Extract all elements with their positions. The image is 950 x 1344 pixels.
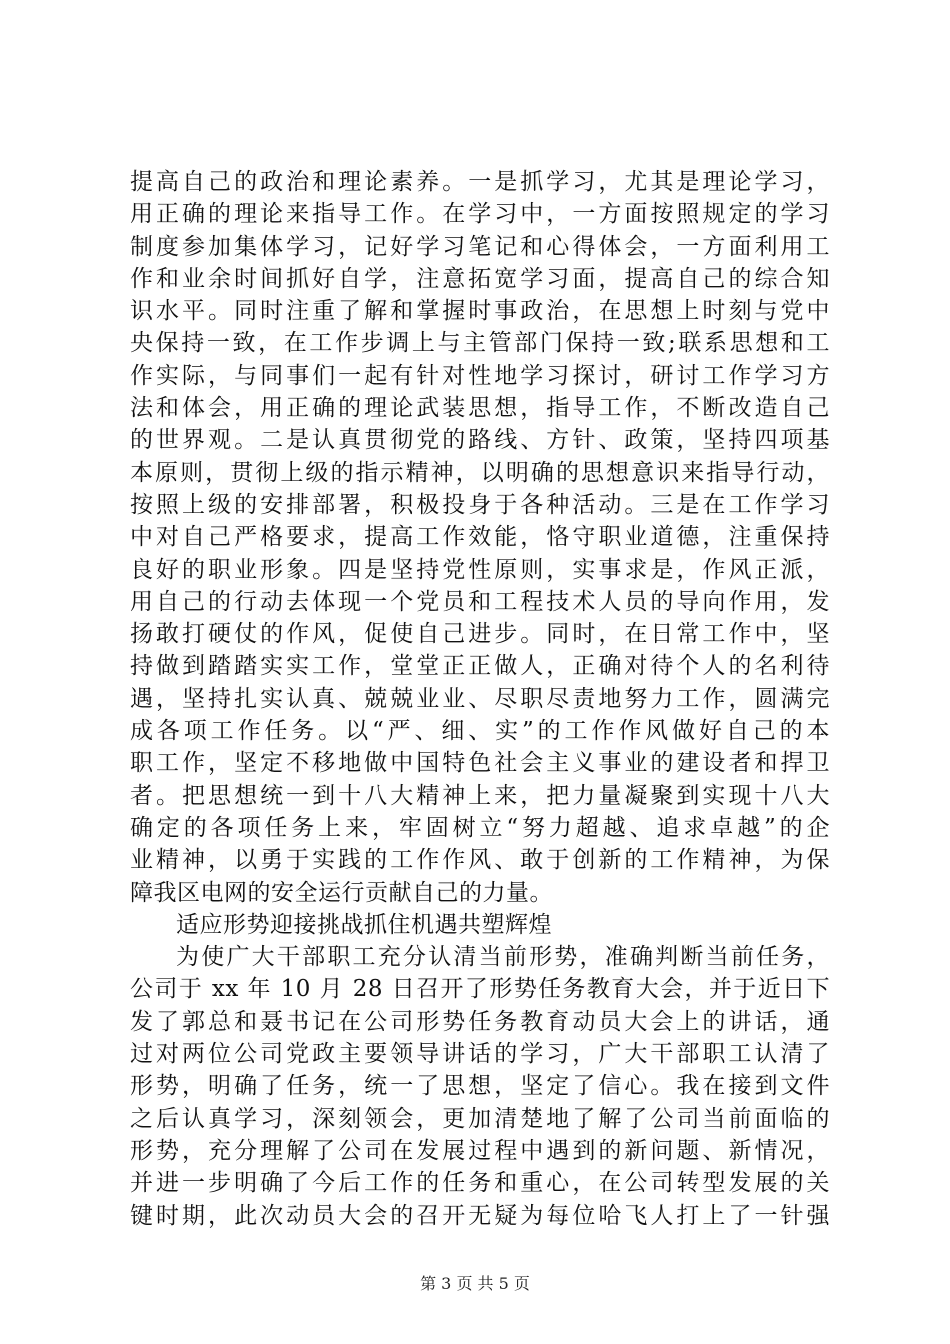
- text-line: 为使广大干部职工充分认清当前形势，准确判断当前任务，: [176, 944, 830, 971]
- text-line: 作实际，与同事们一起有针对性地学习探讨，研讨工作学习方: [130, 362, 830, 389]
- text-line: 障我区电网的安全运行贡献自己的力量。: [130, 879, 553, 906]
- text-line: 制度参加集体学习，记好学习笔记和心得体会，一方面利用工: [130, 233, 830, 260]
- text-line: 之后认真学习，深刻领会，更加清楚地了解了公司当前面临的: [130, 1105, 830, 1132]
- text-line: 的世界观。二是认真贯彻党的路线、方针、政策，坚持四项基: [130, 427, 830, 454]
- document-body: [130, 166, 830, 1232]
- text-line: 形势，充分理解了公司在发展过程中遇到的新问题、新情况，: [130, 1137, 830, 1164]
- text-line: 中对自己严格要求，提高工作效能，恪守职业道德，注重保持: [130, 524, 830, 551]
- text-line: 识水平。同时注重了解和掌握时事政治，在思想上时刻与党中: [130, 298, 830, 325]
- text-line: 并进一步明确了今后工作的任务和重心，在公司转型发展的关: [130, 1170, 830, 1197]
- text-line: 良好的职业形象。四是坚持党性原则，实事求是，作风正派，: [130, 556, 830, 583]
- page-footer: 第 3 页 共 5 页: [420, 1274, 530, 1293]
- paragraph-1: [130, 166, 830, 909]
- text-line: 提高自己的政治和理论素养。一是抓学习，尤其是理论学习，: [130, 169, 830, 195]
- paragraph-2: [130, 941, 830, 1232]
- text-line: 按照上级的安排部署，积极投身于各种活动。三是在工作学习: [130, 491, 830, 518]
- text-line: 键时期，此次动员大会的召开无疑为每位哈飞人打上了一针强: [130, 1202, 830, 1229]
- text-line: 业精神，以勇于实践的工作作风、敢于创新的工作精神，为保: [130, 847, 830, 874]
- text-line: 职工作，坚定不移地做中国特色社会主义事业的建设者和捍卫: [130, 750, 830, 777]
- text-line: 扬敢打硬仗的作风，促使自己进步。同时，在日常工作中，坚: [130, 621, 830, 648]
- section-heading: 适应形势迎接挑战抓住机遇共塑辉煌: [176, 911, 552, 938]
- text-line: 用自己的行动去体现一个党员和工程技术人员的导向作用，发: [130, 588, 830, 615]
- text-line: 用正确的理论来指导工作。在学习中，一方面按照规定的学习: [130, 201, 830, 228]
- text-line: 持做到踏踏实实工作，堂堂正正做人，正确对待个人的名利待: [130, 653, 830, 680]
- text-line: 成各项工作任务。以“严、细、实”的工作作风做好自己的本: [130, 718, 830, 745]
- text-line: 发了郭总和聂书记在公司形势任务教育动员大会上的讲话，通: [130, 1008, 830, 1035]
- text-line: 央保持一致，在工作步调上与主管部门保持一致;联系思想和工: [130, 330, 830, 357]
- text-line: 法和体会，用正确的理论武装思想，指导工作，不断改造自己: [130, 395, 830, 422]
- text-line: 作和业余时间抓好自学，注意拓宽学习面，提高自己的综合知: [130, 265, 830, 292]
- text-line: 本原则，贯彻上级的指示精神，以明确的思想意识来指导行动，: [130, 459, 830, 486]
- text-line: 形势，明确了任务，统一了思想，坚定了信心。我在接到文件: [130, 1073, 830, 1100]
- text-line: 公司于 xx 年 10 月 28 日召开了形势任务教育大会，并于近日下: [130, 976, 830, 1003]
- text-line: 遇，坚持扎实认真、兢兢业业、尽职尽责地努力工作，圆满完: [130, 685, 830, 712]
- text-line: 者。把思想统一到十八大精神上来，把力量凝聚到实现十八大: [130, 782, 830, 809]
- text-line: 确定的各项任务上来，牢固树立“努力超越、追求卓越”的企: [130, 814, 830, 841]
- text-line: 过对两位公司党政主要领导讲话的学习，广大干部职工认清了: [130, 1041, 830, 1068]
